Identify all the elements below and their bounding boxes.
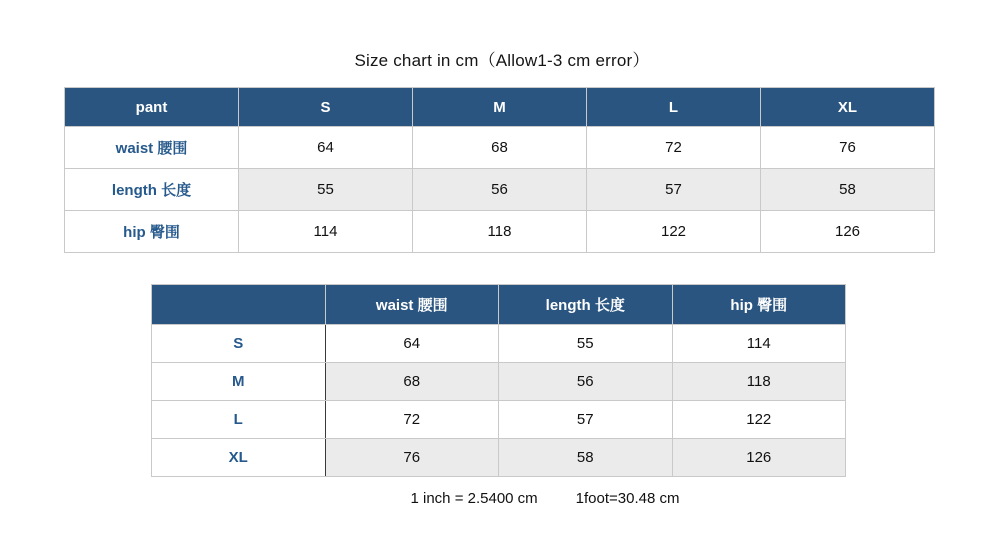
table-row-hip (65, 211, 935, 253)
table-row-s (152, 325, 846, 363)
foot-conversion-text: 1foot=30.48 cm (575, 490, 680, 507)
value-cell: 118 (413, 211, 587, 253)
value-cell: 68 (325, 363, 499, 401)
column-header-s: S (239, 88, 413, 127)
value-cell: 122 (672, 401, 846, 439)
value-cell: 55 (239, 169, 413, 211)
table-row-l (152, 401, 846, 439)
table-header-row (65, 88, 935, 127)
size-table-by-measure (64, 87, 935, 253)
row-label-cell: L (152, 401, 326, 439)
value-cell: 126 (761, 211, 935, 253)
column-header-pant: pant (65, 88, 239, 127)
column-header-m: M (413, 88, 587, 127)
row-label-cell: S (152, 325, 326, 363)
column-header-xl: XL (761, 88, 935, 127)
column-header-blank (152, 285, 326, 325)
table-row-waist (65, 127, 935, 169)
value-cell: 56 (499, 363, 673, 401)
value-cell: 68 (413, 127, 587, 169)
table-row-length (65, 169, 935, 211)
row-label-cell: waist 腰围 (65, 127, 239, 169)
value-cell: 57 (587, 169, 761, 211)
value-cell: 55 (499, 325, 673, 363)
conversion-note (86, 490, 1004, 507)
value-cell: 57 (499, 401, 673, 439)
value-cell: 122 (587, 211, 761, 253)
size-table-by-size (151, 284, 846, 477)
inch-conversion-text: 1 inch = 2.5400 cm (410, 490, 538, 507)
value-cell: 72 (325, 401, 499, 439)
value-cell: 56 (413, 169, 587, 211)
table-row-xl (152, 439, 846, 477)
value-cell: 72 (587, 127, 761, 169)
value-cell: 64 (325, 325, 499, 363)
row-label-cell: hip 臀围 (65, 211, 239, 253)
row-label-cell: XL (152, 439, 326, 477)
table-row-m (152, 363, 846, 401)
row-label-cell: M (152, 363, 326, 401)
value-cell: 64 (239, 127, 413, 169)
page-title: Size chart in cm（Allow1-3 cm error） (354, 51, 650, 70)
column-header-waist: waist 腰围 (325, 285, 499, 325)
column-header-l: L (587, 88, 761, 127)
value-cell: 114 (239, 211, 413, 253)
column-header-hip: hip 臀围 (672, 285, 846, 325)
value-cell: 126 (672, 439, 846, 477)
value-cell: 76 (761, 127, 935, 169)
value-cell: 76 (325, 439, 499, 477)
value-cell: 118 (672, 363, 846, 401)
row-label-cell: length 长度 (65, 169, 239, 211)
value-cell: 58 (761, 169, 935, 211)
table-header-row (152, 285, 846, 325)
column-header-length: length 长度 (499, 285, 673, 325)
value-cell: 114 (672, 325, 846, 363)
value-cell: 58 (499, 439, 673, 477)
